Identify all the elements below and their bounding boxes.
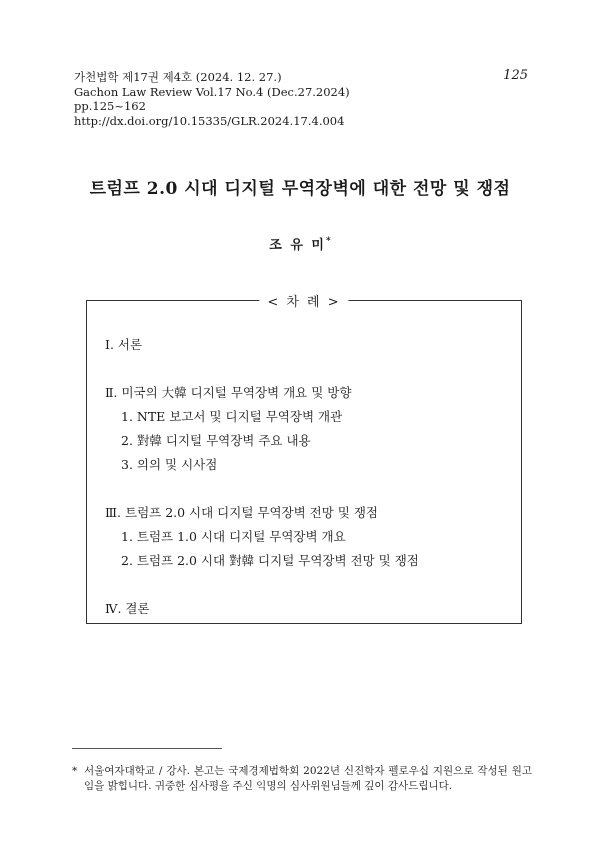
journal-header bbox=[74, 70, 350, 128]
toc-item[interactable]: 1. NTE 보고서 및 디지털 무역장벽 개관 bbox=[121, 409, 343, 424]
toc-item[interactable]: 2. 對韓 디지털 무역장벽 주요 내용 bbox=[121, 433, 311, 448]
toc-item[interactable]: Ⅰ. 서론 bbox=[105, 337, 143, 352]
doi-link[interactable]: http://dx.doi.org/10.15335/GLR.2024.17.4.004 bbox=[74, 113, 345, 128]
toc-heading: < 차 례 > bbox=[259, 291, 348, 310]
author bbox=[0, 234, 600, 253]
footnote-divider bbox=[72, 748, 222, 749]
toc-item[interactable]: 1. 트럼프 1.0 시대 디지털 무역장벽 개요 bbox=[121, 529, 346, 544]
page-number: 125 bbox=[503, 68, 528, 83]
footnote-text: 서울여자대학교 / 강사. 본고는 국제경제법학회 2022년 신진학자 펠로우십 지원으로 작성된 원고임을 밝힙니다. 귀중한 심사평을 주신 익명의 심사위원님들께 깊이 감사드립니다. bbox=[84, 765, 532, 792]
toc-item[interactable]: Ⅱ. 미국의 大韓 디지털 무역장벽 개요 및 방향 bbox=[105, 385, 352, 400]
toc-item[interactable]: 2. 트럼프 2.0 시대 對韓 디지털 무역장벽 전망 및 쟁점 bbox=[121, 553, 419, 568]
author-footnote-mark[interactable]: * bbox=[326, 236, 331, 247]
journal-title-kr: 가천법학 제17권 제4호 (2024. 12. 27.) bbox=[74, 70, 282, 84]
journal-title-en: Gachon Law Review Vol.17 No.4 (Dec.27.2024) bbox=[74, 84, 350, 99]
page-range: pp.125~162 bbox=[74, 99, 146, 113]
toc-item[interactable]: 3. 의의 및 시사점 bbox=[121, 457, 218, 472]
table-of-contents bbox=[86, 295, 522, 624]
toc-item[interactable]: Ⅳ. 결론 bbox=[105, 601, 150, 616]
footnote bbox=[72, 764, 532, 794]
footnote-mark: * bbox=[72, 765, 78, 777]
article-title: 트럼프 2.0 시대 디지털 무역장벽에 대한 전망 및 쟁점 bbox=[89, 179, 511, 199]
toc-item[interactable]: Ⅲ. 트럼프 2.0 시대 디지털 무역장벽 전망 및 쟁점 bbox=[105, 505, 378, 520]
author-name: 조 유 미 bbox=[269, 238, 326, 253]
